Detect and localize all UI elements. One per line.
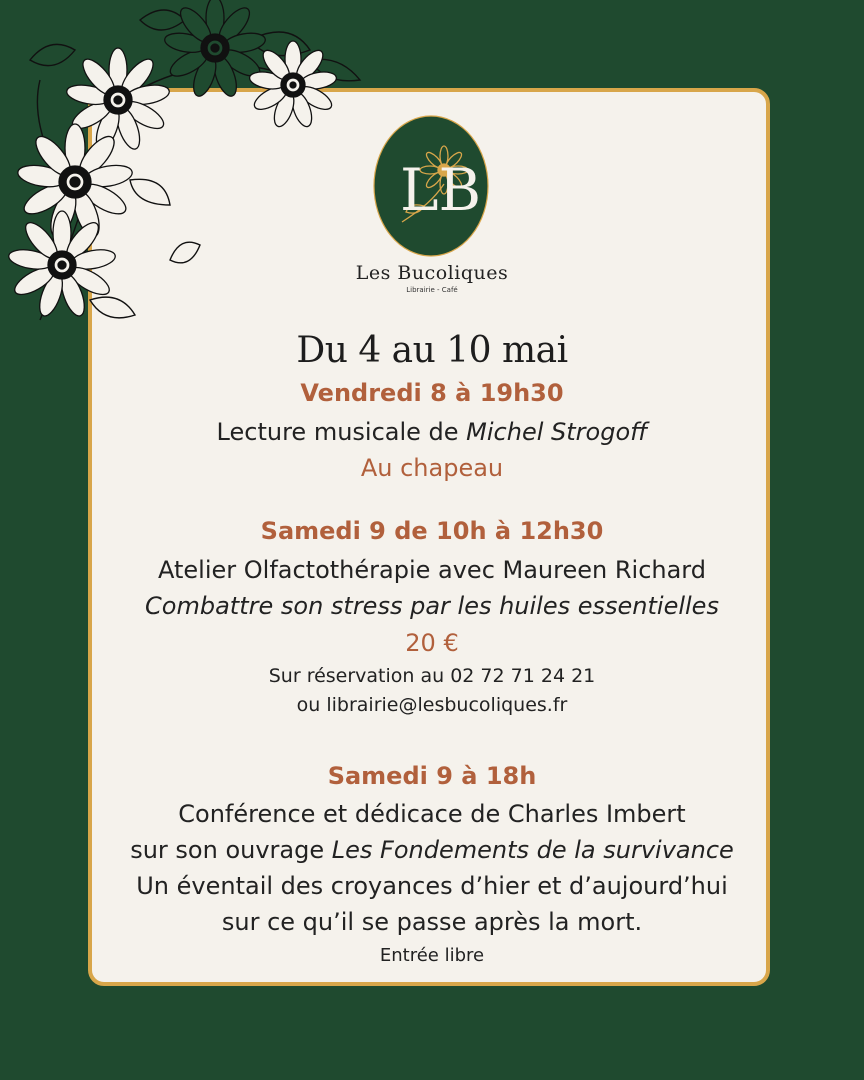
event-3-book: sur son ouvrage Les Fondements de la survivance [130, 836, 734, 864]
logo-letters: LB [400, 156, 482, 224]
event-2-price: 20 € [405, 629, 459, 657]
event-2-desc: Atelier Olfactothérapie avec Maureen Richard [157, 556, 706, 584]
event-1-desc: Lecture musicale de Michel Strogoff [216, 418, 648, 446]
event-1-price: Au chapeau [360, 454, 504, 482]
event-3-summary-1: Un éventail des croyances d’hier et d’aujourd’hui [136, 872, 728, 900]
brand-name: Les Bucoliques [355, 262, 509, 284]
event-3-summary-2: sur ce qu’il se passe après la mort. [221, 908, 643, 936]
event-3-price: Entrée libre [379, 945, 485, 966]
brand-tagline: Librairie - Café [406, 286, 458, 294]
event-2-reservation-email: ou librairie@lesbucoliques.fr [296, 694, 568, 716]
sunflower-decoration-icon [0, 0, 380, 360]
event-1-date: Vendredi 8 à 19h30 [300, 379, 564, 407]
event-2-reservation-phone: Sur réservation au 02 72 71 24 21 [268, 665, 596, 687]
event-3-desc: Conférence et dédicace de Charles Imbert [178, 800, 686, 828]
event-2-subtitle: Combattre son stress par les huiles essentielles [145, 592, 719, 620]
sunflower-logo-icon [372, 114, 490, 259]
page-title: Du 4 au 10 mai [296, 330, 568, 371]
event-3-date: Samedi 9 à 18h [327, 762, 537, 790]
event-2-date: Samedi 9 de 10h à 12h30 [260, 517, 604, 545]
